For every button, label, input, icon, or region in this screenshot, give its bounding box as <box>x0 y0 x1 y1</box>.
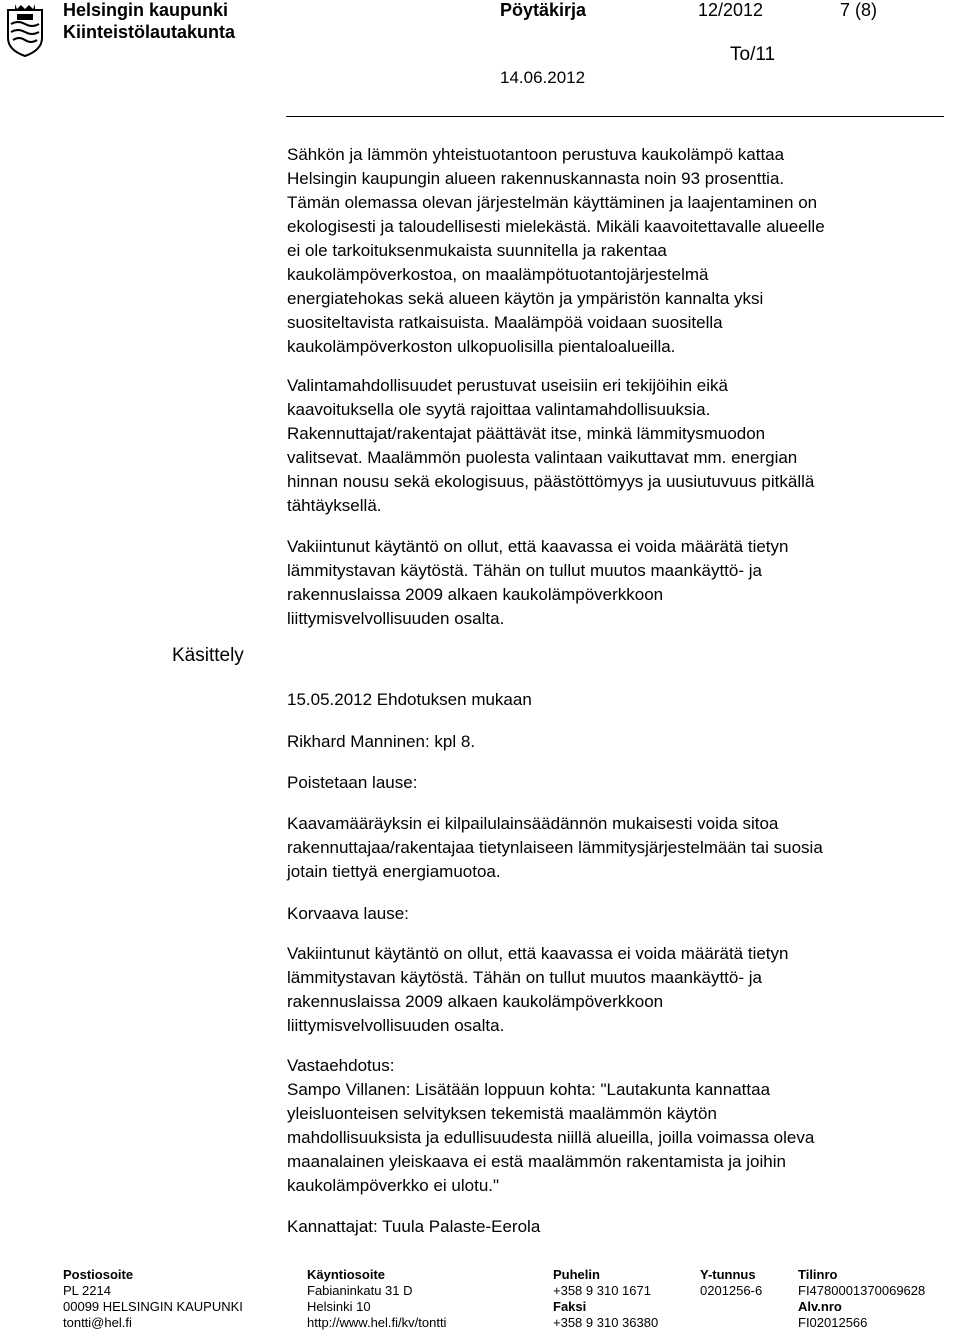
body-line: Kaavamääräyksin ei kilpailulainsäädännön mukaisesti voida sitoa <box>287 814 779 833</box>
postal-address-label: Postiosoite <box>63 1267 134 1282</box>
body-line: Helsingin kaupungin alueen rakennuskannasta noin 93 prosenttia. <box>287 169 785 188</box>
body-line: kaavoituksella ole syytä rajoittaa valintamahdollisuuksia. <box>287 400 711 419</box>
body-line: energiatehokas sekä alueen käytön ja ympäristön kannalta yksi <box>287 289 764 308</box>
phone-label: Puhelin <box>553 1267 600 1282</box>
item-number: To/11 <box>730 44 776 65</box>
helsinki-coat-of-arms-icon <box>5 2 45 58</box>
visit-street: Fabianinkatu 31 D <box>307 1283 413 1298</box>
body-line: 15.05.2012 Ehdotuksen mukaan <box>287 690 532 709</box>
body-line: lämmitystavan käytöstä. Tähän on tullut muutos maankäyttö- ja <box>287 968 762 987</box>
body-line: liittymisvelvollisuuden osalta. <box>287 1016 505 1035</box>
business-id: 0201256-6 <box>700 1283 763 1298</box>
body-line: rakennuslaissa 2009 alkaen kaukolämpöverkkoon <box>287 992 664 1011</box>
body-line: Sähkön ja lämmön yhteistuotantoon perustuva kaukolämpö kattaa <box>287 145 785 164</box>
document-number: 12/2012 <box>698 0 764 20</box>
visit-city: Helsinki 10 <box>307 1299 371 1314</box>
visit-address-label: Käyntiosoite <box>307 1267 386 1282</box>
body-line: Sampo Villanen: Lisätään loppuun kohta: "Lautakunta kannattaa <box>287 1080 771 1099</box>
body-line: Vastaehdotus: <box>287 1056 395 1075</box>
body-line: tähtäyksellä. <box>287 496 382 515</box>
body-line: mahdollisuuksista ja edullisuudesta niillä alueilla, joilla voimassa oleva <box>287 1128 815 1147</box>
phone-number: +358 9 310 1671 <box>553 1283 651 1298</box>
body-line: lämmitystavan käytöstä. Tähän on tullut muutos maankäyttö- ja <box>287 561 762 580</box>
meeting-date: 14.06.2012 <box>500 68 586 87</box>
business-id-label: Y-tunnus <box>700 1267 756 1282</box>
body-line: kaukolämpöverkostoa, on maalämpötuotantojärjestelmä <box>287 265 709 284</box>
account-number: FI4780001370069628 <box>798 1283 926 1298</box>
website-link[interactable]: http://www.hel.fi/kv/tontti <box>307 1315 447 1330</box>
body-line: rakennuslaissa 2009 alkaen kaukolämpöverkkoon <box>287 585 664 604</box>
fax-number: +358 9 310 36380 <box>553 1315 659 1330</box>
body-line: maanalainen yleiskaava ei estä maalämmön rakentamista ja joihin <box>287 1152 786 1171</box>
body-line: Tämän olemassa olevan järjestelmän käyttäminen ja laajentaminen on <box>287 193 818 212</box>
vat-number-label: Alv.nro <box>798 1299 842 1314</box>
header-rule <box>286 116 944 117</box>
body-line: Vakiintunut käytäntö on ollut, että kaavassa ei voida määrätä tietyn <box>287 537 789 556</box>
fax-label: Faksi <box>553 1299 587 1314</box>
body-line: Rikhard Manninen: kpl 8. <box>287 732 476 751</box>
body-line: Kannattajat: Tuula Palaste-Eerola <box>287 1217 541 1236</box>
board-name: Kiinteistölautakunta <box>63 22 236 42</box>
body-line: liittymisvelvollisuuden osalta. <box>287 609 505 628</box>
email-link[interactable]: tontti@hel.fi <box>63 1315 132 1330</box>
body-line: kaukolämpöverkko ei ulotu." <box>287 1176 500 1195</box>
body-line: yleisluonteisen selvityksen tekemistä maalämmön käytön <box>287 1104 717 1123</box>
body-line: jotain tiettyä energiamuotoa. <box>287 862 501 881</box>
organization-name: Helsingin kaupunki <box>63 0 229 20</box>
body-line: Korvaava lause: <box>287 904 409 923</box>
account-number-label: Tilinro <box>798 1267 838 1282</box>
page-number: 7 (8) <box>840 0 878 20</box>
body-line: Rakennuttajat/rakentajat päättävät itse, minkä lämmitysmuodon <box>287 424 766 443</box>
body-line: hinnan nousu sekä ekologisuus, päästöttömyys ja uusiutuvuus pitkällä <box>287 472 815 491</box>
postal-box: PL 2214 <box>63 1283 111 1298</box>
body-line: suositeltavista ratkaisuista. Maalämpöä voidaan suositella <box>287 313 723 332</box>
document-type: Pöytäkirja <box>500 0 587 20</box>
body-line: rakennuttajaa/rakentajaa tietynlaiseen lämmitysjärjestelmään tai suosia <box>287 838 823 857</box>
body-line: Poistetaan lause: <box>287 773 418 792</box>
body-line: valitsevat. Maalämmön puolesta valintaan vaikuttavat mm. energian <box>287 448 798 467</box>
body-line: ekologisesti ja taloudellisesti mielekästä. Mikäli kaavoitettavalle alueelle <box>287 217 825 236</box>
vat-number: FI02012566 <box>798 1315 868 1330</box>
section-label: Käsittely <box>172 645 244 666</box>
body-line: kaukolämpöverkoston ulkopuolisilla pientaloalueilla. <box>287 337 676 356</box>
postal-city: 00099 HELSINGIN KAUPUNKI <box>63 1299 243 1314</box>
body-line: Valintamahdollisuudet perustuvat useisiin eri tekijöihin eikä <box>287 376 728 395</box>
body-line: Vakiintunut käytäntö on ollut, että kaavassa ei voida määrätä tietyn <box>287 944 789 963</box>
body-line: ei ole tarkoituksenmukaista suunnitella ja rakentaa <box>287 241 667 260</box>
